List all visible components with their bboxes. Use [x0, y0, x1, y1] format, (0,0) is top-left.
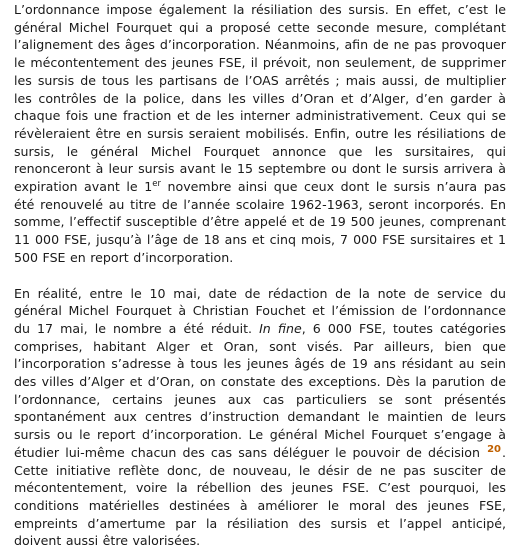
paragraph-1 [14, 1, 506, 267]
paragraph-1-text-part-2: novembre ainsi que ceux dont le sursis n’aura pas été renouvelé au titre de l’année scolaire 1962-1963, seront incorporés. En somme, l’effectif susceptible d’être appelé et de 19 500 jeunes, comprenant 11 000 FSE, jusqu’à l’âge de 18 ans et cinq mois, 7 000 FSE sursitaires et 1 500 FSE en report d’incorporation. [14, 179, 506, 265]
paragraph-1-text-part-1: L’ordonnance impose également la résiliation des sursis. En effet, c’est le général Michel Fourquet qui a proposé cette seconde mesure, complétant l’alignement des âges d’incorporation. Néanmoins, afin de ne pas provoquer le mécontentement des jeunes FSE, il prévoit, non seulement, de supprimer les sursis de tous les partisans de l’OAS arrêtés ; mais aussi, de multiplier les contrôles de la police, dans les villes d’Oran et d’Alger, d’en garder à chaque fois une fraction et de les interner administrativement. Ceux qui se révèleraient être en sursis seraient mobilisés. Enfin, outre les résiliations de sursis, le général Michel Fourquet annonce que les sursitaires, qui renonceront à leur sursis avant le 15 septembre ou dont le sursis arrivera à expiration avant le 1 [14, 2, 506, 195]
ordinal-suffix: er [152, 178, 161, 189]
italic-phrase: In fine [259, 320, 302, 336]
paragraph-2-text-part-2: , 6 000 FSE, toutes catégories comprises, habitant Alger et Oran, sont visés. Par ailleurs, bien que l’incorporation s’adresse à tous les jeunes âgés de 19 ans résidant au sein des villes d’Alger et d’Oran, on constate des exceptions. Dès la parution de l’ordonnance, certains jeunes aux cas particuliers se sont présentés spontanément aux centres d’instruction demandant le maintien de leurs sursis ou le report d’incorporation. Le général Michel Fourquet s’engage à étudier lui-même chacun des cas sans déléguer le pouvoir de décision [14, 320, 506, 460]
paragraph-2 [14, 285, 506, 551]
paragraph-2-text-part-1: En réalité, entre le 10 mai, date de rédaction de la note de service du général Michel Fourquet à Christian Fouchet et l’émission de l’ordonnance du 17 mai, le nombre a été réduit. [14, 285, 506, 336]
paragraph-2-text-part-3: . Cette initiative reflète donc, de nouveau, le désir de ne pas susciter de mécontentement, voire la rébellion des jeunes FSE. C’est pourquoi, les conditions matérielles destinées à améliorer le moral des jeunes FSE, empreints d’amertume par la résiliation des sursis et l’appel anticipé, doivent aussi être valorisées. [14, 444, 506, 549]
footnote-reference-link[interactable]: 20 [487, 443, 501, 455]
